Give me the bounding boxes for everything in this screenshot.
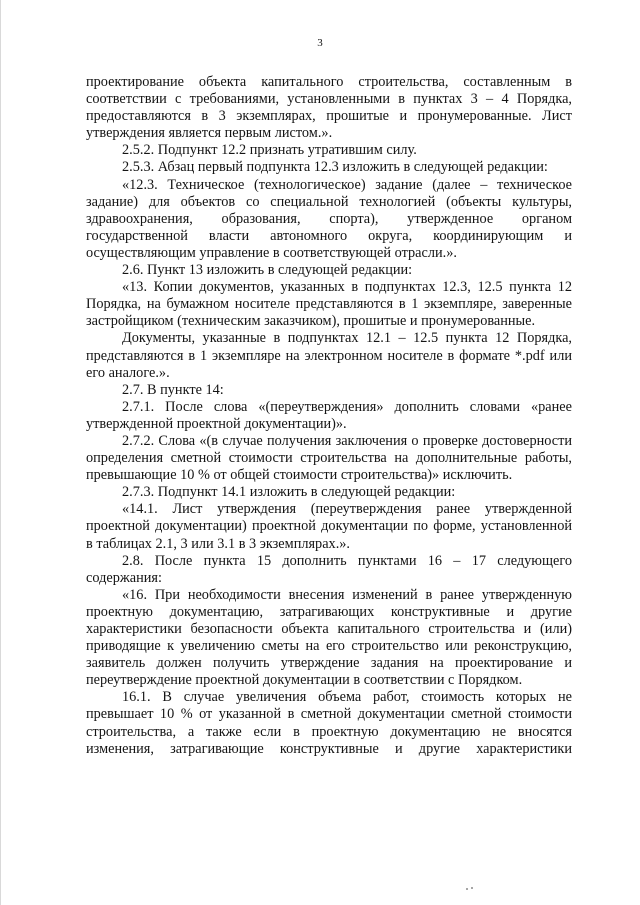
document-paragraph: 2.7.1. После слова «(переутверждения» дополнить словами «ранее утвержденной проектной документации)».	[86, 398, 572, 432]
document-paragraph: «14.1. Лист утверждения (переутверждения ранее утвержденной проектной документации) проектной документации по форме, установленной в таблицах 2.1, 3 или 3.1 в 3 экземплярах.».	[86, 501, 572, 552]
document-paragraph: 2.7. В пункте 14:	[122, 381, 224, 398]
document-paragraph: «13. Копии документов, указанных в подпунктах 12.3, 12.5 пункта 12 Порядка, на бумажном носителе представляются в 1 экземпляре, заверенные застройщиком (техническим заказчиком), прошитые и пронумерованные.	[86, 279, 572, 330]
document-paragraph: 2.7.2. Слова «(в случае получения заключения о проверке достоверности определения сметной стоимости строительства на дополнительные работы, превышающие 10 % от общей стоимости строительства)» исключить.	[86, 432, 572, 484]
document-paragraph: 2.7.3. Подпункт 14.1 изложить в следующей редакции:	[122, 484, 456, 501]
document-paragraph: 16.1. В случае увеличения объема работ, стоимость которых не превышает 10 % от указанной в сметной документации сметной стоимости строительства, а также если в проектную документацию не вносятся изменения, затрагивающие конструктивные и другие характеристики	[86, 689, 572, 757]
scan-edge	[0, 0, 1, 905]
document-paragraph: 2.8. После пункта 15 дополнить пунктами 16 – 17 следующего содержания:	[86, 552, 572, 586]
document-paragraph: проектирование объекта капитального строительства, составленным в соответствии с требованиями, установленными в пунктах 3 – 4 Порядка, предоставляются в 3 экземплярах, прошитые и пронумерованные. Лист утверждения является первым листом.».	[86, 74, 572, 142]
document-paragraph: Документы, указанные в подпунктах 12.1 – 12.5 пункта 12 Порядка, представляются в 1 экземпляре на электронном носителе в формате *.pdf или его аналоге.».	[86, 330, 572, 381]
scan-speck	[466, 888, 468, 890]
scan-speck	[471, 887, 473, 889]
document-paragraph: 2.6. Пункт 13 изложить в следующей редакции:	[122, 262, 413, 279]
document-paragraph: «12.3. Техническое (технологическое) задание (далее – техническое задание) для объектов со специальной технологией (объекты культуры, здравоохранения, образования, спорта), утвержденное органом государственной власти автономного округа, координирующим и осуществляющим управление в соответствующей отрасли.».	[86, 176, 572, 261]
document-body	[86, 74, 572, 758]
document-paragraph: 2.5.2. Подпункт 12.2 признать утратившим силу.	[122, 142, 417, 159]
document-paragraph: «16. При необходимости внесения изменений в ранее утвержденную проектную документацию, затрагивающих конструктивные и другие характеристики безопасности объекта капитального строительства и (или) приводящие к увеличению сметы на его строительство или реконструкцию, заявитель должен получить утверждение задания на проектирование и переутверждение проектной документации в соответствии с Порядком.	[86, 586, 572, 689]
document-paragraph: 2.5.3. Абзац первый подпункта 12.3 изложить в следующей редакции:	[122, 159, 548, 176]
page-number: 3	[317, 37, 323, 49]
